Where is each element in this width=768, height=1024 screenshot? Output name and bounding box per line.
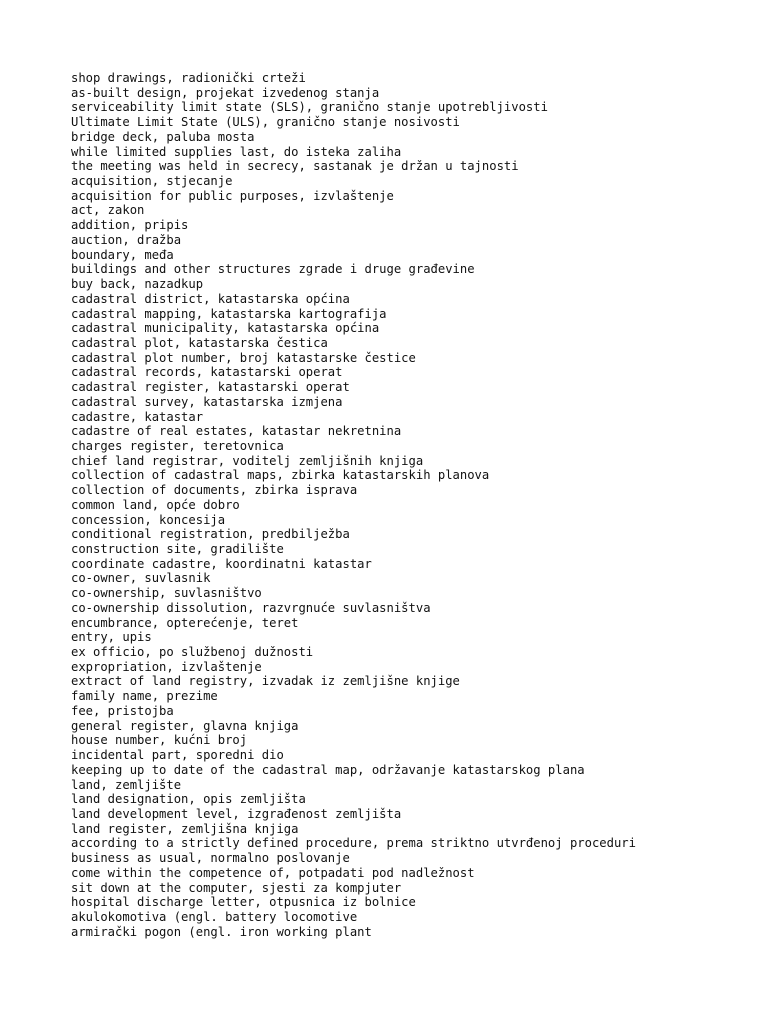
- glossary-entry: cadastral mapping, katastarska kartografija: [71, 306, 387, 321]
- glossary-entry: charges register, teretovnica: [71, 438, 284, 453]
- glossary-entry: hospital discharge letter, otpusnica iz bolnice: [71, 895, 416, 910]
- glossary-entry: fee, pristojba: [71, 703, 174, 718]
- glossary-entry: while limited supplies last, do isteka zaliha: [71, 144, 402, 159]
- glossary-entry: as-built design, projekat izvedenog stanja: [71, 85, 380, 100]
- glossary-entry: sit down at the computer, sjesti za kompjuter: [71, 880, 402, 895]
- glossary-entry: family name, prezime: [71, 689, 218, 704]
- glossary-entry: Ultimate Limit State (ULS), granično stanje nosivosti: [71, 115, 460, 130]
- glossary-entry: collection of cadastral maps, zbirka katastarskih planova: [71, 468, 490, 483]
- glossary-entry: cadastral plot, katastarska čestica: [71, 335, 328, 350]
- glossary-entry: encumbrance, opterećenje, teret: [71, 615, 299, 630]
- glossary-entry: boundary, međa: [71, 247, 174, 262]
- glossary-entry: concession, koncesija: [71, 512, 226, 527]
- glossary-entry: bridge deck, paluba mosta: [71, 129, 255, 144]
- glossary-entry: cadastral register, katastarski operat: [71, 380, 350, 395]
- glossary-entry: cadastre of real estates, katastar nekretnina: [71, 424, 402, 439]
- glossary-entry: cadastral records, katastarski operat: [71, 365, 343, 380]
- glossary-entry: collection of documents, zbirka isprava: [71, 483, 358, 498]
- glossary-entry: co-ownership dissolution, razvrgnuće suvlasništva: [71, 600, 431, 615]
- glossary-entry: armirački pogon (engl. iron working plant: [71, 924, 372, 939]
- glossary-entry: acquisition, stjecanje: [71, 174, 233, 189]
- glossary-entry: land register, zemljišna knjiga: [71, 821, 299, 836]
- glossary-entry: acquisition for public purposes, izvlaštenje: [71, 188, 394, 203]
- glossary-entry: buy back, nazadkup: [71, 277, 204, 292]
- glossary-entry: serviceability limit state (SLS), granično stanje upotrebljivosti: [71, 100, 548, 115]
- glossary-entry: akulokomotiva (engl. battery locomotive: [71, 909, 358, 924]
- glossary-entry: expropriation, izvlaštenje: [71, 659, 262, 674]
- glossary-entry: cadastre, katastar: [71, 409, 204, 424]
- document-page: [71, 71, 751, 939]
- glossary-entry: cadastral district, katastarska općina: [71, 291, 350, 306]
- glossary-entry: act, zakon: [71, 203, 145, 218]
- glossary-entry: extract of land registry, izvadak iz zemljišne knjige: [71, 674, 460, 689]
- glossary-entry: shop drawings, radionički crteži: [71, 71, 306, 85]
- glossary-entry: auction, dražba: [71, 232, 182, 247]
- glossary-entry: chief land registrar, voditelj zemljišnih knjiga: [71, 453, 424, 468]
- glossary-entry: according to a strictly defined procedure, prema striktno utvrđenoj proceduri: [71, 836, 636, 851]
- glossary-entry: keeping up to date of the cadastral map, održavanje katastarskog plana: [71, 762, 585, 777]
- glossary-entry: ex officio, po službenoj dužnosti: [71, 645, 314, 660]
- glossary-entry: common land, opće dobro: [71, 497, 240, 512]
- glossary-entry: co-owner, suvlasnik: [71, 571, 211, 586]
- glossary-entry: come within the competence of, potpadati pod nadležnost: [71, 865, 475, 880]
- glossary-list: [71, 71, 751, 939]
- glossary-entry: conditional registration, predbilježba: [71, 527, 350, 542]
- glossary-entry: land, zemljište: [71, 777, 182, 792]
- glossary-entry: general register, glavna knjiga: [71, 718, 299, 733]
- glossary-entry: land designation, opis zemljišta: [71, 792, 306, 807]
- glossary-entry: co-ownership, suvlasništvo: [71, 586, 262, 601]
- glossary-entry: land development level, izgrađenost zemljišta: [71, 806, 402, 821]
- glossary-entry: house number, kućni broj: [71, 733, 248, 748]
- glossary-entry: coordinate cadastre, koordinatni katastar: [71, 556, 372, 571]
- glossary-entry: incidental part, sporedni dio: [71, 748, 284, 763]
- glossary-entry: the meeting was held in secrecy, sastanak je držan u tajnosti: [71, 159, 519, 174]
- glossary-entry: cadastral survey, katastarska izmjena: [71, 394, 343, 409]
- glossary-entry: cadastral plot number, broj katastarske čestice: [71, 350, 416, 365]
- glossary-entry: addition, pripis: [71, 218, 189, 233]
- glossary-entry: cadastral municipality, katastarska općina: [71, 321, 380, 336]
- glossary-entry: entry, upis: [71, 630, 152, 645]
- glossary-entry: buildings and other structures zgrade i druge građevine: [71, 262, 475, 277]
- glossary-entry: business as usual, normalno poslovanje: [71, 851, 350, 866]
- glossary-entry: construction site, gradilište: [71, 542, 284, 556]
